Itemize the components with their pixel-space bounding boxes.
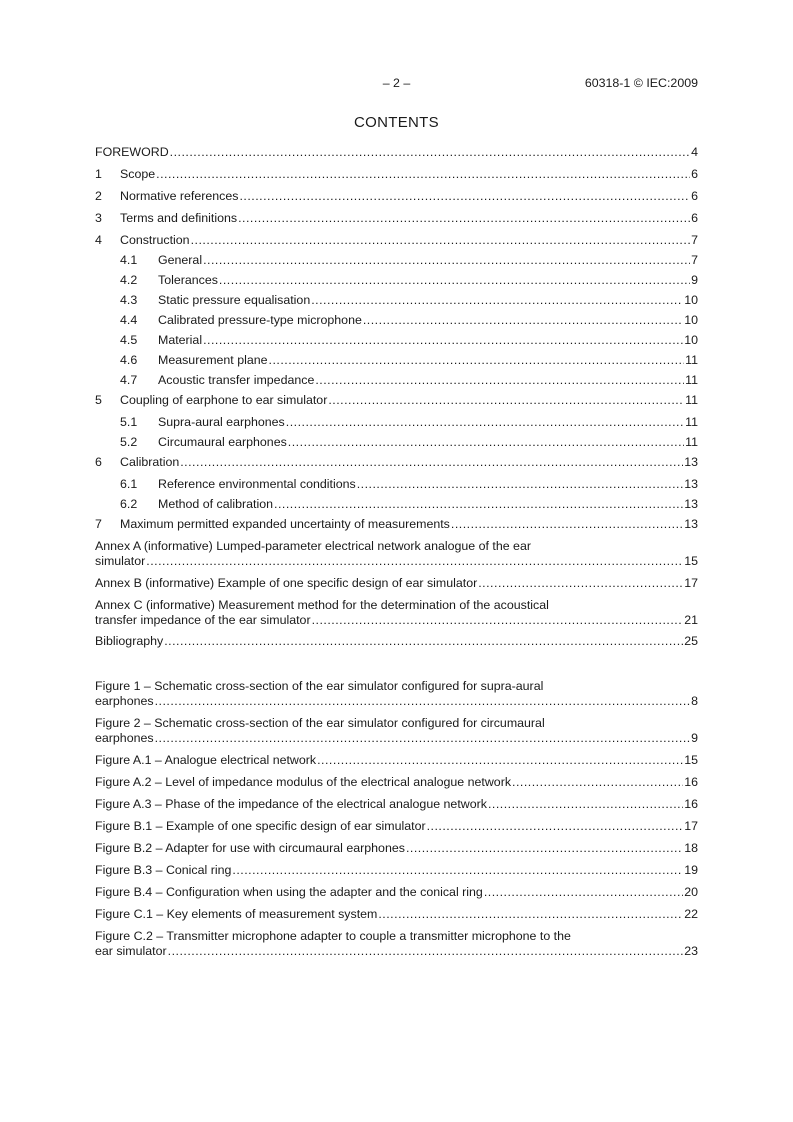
toc-entry-number: 4.4 <box>120 313 138 327</box>
toc-figure-page: 22 <box>684 907 698 921</box>
toc-entry-number: 4.5 <box>120 333 138 347</box>
dot-leader <box>328 393 684 408</box>
toc-figure-b2[interactable] <box>95 841 698 856</box>
dot-leader <box>288 435 684 450</box>
toc-figure-label-line1: Figure C.2 – Transmitter microphone adapter to couple a transmitter microphone to the <box>95 929 571 943</box>
toc-entry-page: 11 <box>685 435 698 449</box>
dot-leader <box>269 353 685 368</box>
toc-entry-label-line1: Annex C (informative) Measurement method for the determination of the acoustical <box>95 598 549 612</box>
toc-entry-annex-a[interactable] <box>95 539 698 569</box>
toc-entry-number: 4.1 <box>120 253 138 267</box>
dot-leader <box>512 775 683 790</box>
toc-figure-line2 <box>95 694 698 709</box>
toc-entry-page: 21 <box>684 613 698 627</box>
toc-entry-page: 11 <box>685 393 698 407</box>
toc-entry-label: Material <box>158 333 203 347</box>
dot-leader <box>357 477 684 492</box>
toc-entry-4-5[interactable] <box>95 333 698 348</box>
toc-entry-label: Coupling of earphone to ear simulator <box>120 393 328 407</box>
toc-figure-a3[interactable] <box>95 797 698 812</box>
toc-entry-number: 5.2 <box>120 435 138 449</box>
page-number: – 2 – <box>382 76 411 90</box>
dot-leader <box>168 944 684 959</box>
dot-leader <box>170 145 690 160</box>
dot-leader <box>315 373 684 388</box>
toc-entry-page: 13 <box>684 455 698 469</box>
dot-leader <box>311 293 683 308</box>
toc-entry-label: Annex B (informative) Example of one specific design of ear simulator <box>95 576 478 590</box>
toc-figure-page: 23 <box>684 944 698 958</box>
dot-leader <box>146 554 683 569</box>
toc-entry-page: 11 <box>685 373 698 387</box>
toc-entry-label: Measurement plane <box>158 353 268 367</box>
toc-figure-page: 16 <box>684 775 698 789</box>
toc-entry-label: Normative references <box>120 189 239 203</box>
toc-entry-label: Tolerances <box>158 273 218 287</box>
toc-figure-label: Figure B.4 – Configuration when using the adapter and the conical ring <box>95 885 483 899</box>
section-spacer <box>95 649 698 679</box>
dot-leader <box>239 189 690 204</box>
toc-figure-c1[interactable] <box>95 907 698 922</box>
dot-leader <box>317 753 683 768</box>
dot-leader <box>484 885 683 900</box>
dot-leader <box>427 819 684 834</box>
toc-figure-b4[interactable] <box>95 885 698 900</box>
toc-entry-4-1[interactable] <box>95 253 698 268</box>
toc-figure-label: Figure A.1 – Analogue electrical network <box>95 753 317 767</box>
toc-figure-page: 9 <box>691 731 698 745</box>
toc-entry-page: 11 <box>685 353 698 367</box>
toc-entry-page: 10 <box>684 293 698 307</box>
toc-entry-annex-c[interactable] <box>95 598 698 628</box>
toc-entry-number: 4.6 <box>120 353 138 367</box>
standard-reference: 60318-1 © IEC:2009 <box>584 76 698 90</box>
contents-title: CONTENTS <box>354 114 439 131</box>
dot-leader <box>378 907 683 922</box>
toc-figure-b3[interactable] <box>95 863 698 878</box>
toc-entry-6-1[interactable] <box>95 477 698 492</box>
toc-entry-page: 6 <box>691 211 698 225</box>
toc-figure-label: Figure A.2 – Level of impedance modulus of the electrical analogue network <box>95 775 512 789</box>
toc-figure-label: earphones <box>95 694 154 708</box>
dot-leader <box>180 455 683 470</box>
toc-entry-number: 6.2 <box>120 497 138 511</box>
toc-entry-page: 10 <box>684 313 698 327</box>
toc-figure-line2 <box>95 944 698 959</box>
toc-figure-page: 19 <box>684 863 698 877</box>
dot-leader <box>451 517 683 532</box>
toc-entry-number: 4.2 <box>120 273 138 287</box>
toc-figure-page: 18 <box>684 841 698 855</box>
toc-entry-label: General <box>158 253 203 267</box>
dot-leader <box>238 211 690 226</box>
toc-figure-1[interactable] <box>95 679 698 709</box>
toc-entry-number: 5.1 <box>120 415 138 429</box>
toc-figure-label: Figure B.2 – Adapter for use with circumaural earphones <box>95 841 405 855</box>
toc-entry-number: 4.7 <box>120 373 138 387</box>
toc-entry-label: Circumaural earphones <box>158 435 287 449</box>
toc-entry-5-1[interactable] <box>95 415 698 430</box>
toc-figure-a1[interactable] <box>95 753 698 768</box>
toc-entry-label: Maximum permitted expanded uncertainty of measurements <box>120 517 450 531</box>
dot-leader <box>203 333 683 348</box>
toc-entry-1[interactable] <box>95 167 698 182</box>
toc-entry-label: Bibliography <box>95 634 164 648</box>
toc-entry-page: 15 <box>684 554 698 568</box>
toc-figure-page: 15 <box>684 753 698 767</box>
dot-leader <box>406 841 683 856</box>
toc-entry-page: 17 <box>684 576 698 590</box>
toc-entry-4-6[interactable] <box>95 353 698 368</box>
toc-entry-label: Static pressure equalisation <box>158 293 311 307</box>
toc-entry-3[interactable] <box>95 211 698 226</box>
dot-leader <box>232 863 683 878</box>
toc-entry-label: transfer impedance of the ear simulator <box>95 613 311 627</box>
toc-entry-2[interactable] <box>95 189 698 204</box>
toc-entry-number: 4.3 <box>120 293 138 307</box>
toc-entry-page: 25 <box>684 634 698 648</box>
dot-leader <box>203 253 690 268</box>
toc-entry-label: Scope <box>120 167 156 181</box>
toc-entry-page: 13 <box>684 477 698 491</box>
toc-entry-label: Construction <box>120 233 190 247</box>
toc-figure-label: Figure B.1 – Example of one specific design of ear simulator <box>95 819 426 833</box>
toc-entry-page: 7 <box>691 233 698 247</box>
toc-figure-c2[interactable] <box>95 929 698 959</box>
dot-leader <box>156 167 690 182</box>
toc-entry-label: FOREWORD <box>95 145 169 159</box>
toc-entry-label: Supra-aural earphones <box>158 415 285 429</box>
toc-entry-label: Calibrated pressure-type microphone <box>158 313 362 327</box>
toc-entry-7[interactable] <box>95 517 698 532</box>
dot-leader <box>488 797 683 812</box>
toc-entry-6[interactable] <box>95 455 698 470</box>
toc-figure-line2 <box>95 731 698 746</box>
toc-entry-label: Method of calibration <box>158 497 274 511</box>
toc-entry-4-7[interactable] <box>95 373 698 388</box>
toc-figure-page: 8 <box>691 694 698 708</box>
toc-figure-label: Figure B.3 – Conical ring <box>95 863 232 877</box>
toc-entry-label: Reference environmental conditions <box>158 477 356 491</box>
dot-leader <box>363 313 683 328</box>
dot-leader <box>191 233 691 248</box>
toc-entry-label: Terms and definitions <box>120 211 238 225</box>
toc-figure-2[interactable] <box>95 716 698 746</box>
toc-entry-number: 7 <box>95 517 102 531</box>
toc-entry-line2 <box>95 613 698 628</box>
toc-figure-label: Figure A.3 – Phase of the impedance of the electrical analogue network <box>95 797 487 811</box>
toc-entry-number: 4 <box>95 233 102 247</box>
dot-leader <box>286 415 684 430</box>
toc-figure-label: earphones <box>95 731 154 745</box>
toc-entry-number: 2 <box>95 189 102 203</box>
toc-entry-page: 4 <box>691 145 698 159</box>
toc-entry-number: 3 <box>95 211 102 225</box>
toc-entry-5-2[interactable] <box>95 435 698 450</box>
dot-leader <box>312 613 684 628</box>
toc-entry-4-4[interactable] <box>95 313 698 328</box>
toc-entry-bibliography[interactable] <box>95 634 698 649</box>
toc-entry-page: 7 <box>691 253 698 267</box>
toc-entry-number: 6.1 <box>120 477 138 491</box>
dot-leader <box>219 273 690 288</box>
table-of-contents <box>95 145 698 959</box>
toc-entry-page: 9 <box>691 273 698 287</box>
toc-entry-4[interactable] <box>95 233 698 248</box>
toc-entry-foreword[interactable] <box>95 145 698 160</box>
page-header <box>95 76 698 94</box>
toc-entry-line2 <box>95 554 698 569</box>
toc-entry-page: 13 <box>684 517 698 531</box>
toc-entry-label: simulator <box>95 554 146 568</box>
toc-entry-page: 11 <box>685 415 698 429</box>
toc-entry-page: 13 <box>684 497 698 511</box>
toc-figure-a2[interactable] <box>95 775 698 790</box>
toc-entry-page: 6 <box>691 189 698 203</box>
toc-entry-number: 5 <box>95 393 102 407</box>
toc-entry-6-2[interactable] <box>95 497 698 512</box>
toc-entry-label: Acoustic transfer impedance <box>158 373 315 387</box>
toc-entry-page: 6 <box>691 167 698 181</box>
dot-leader <box>164 634 683 649</box>
toc-figure-label: ear simulator <box>95 944 167 958</box>
toc-figure-label: Figure C.1 – Key elements of measurement system <box>95 907 378 921</box>
toc-entry-number: 1 <box>95 167 102 181</box>
toc-figure-page: 16 <box>684 797 698 811</box>
dot-leader <box>155 694 691 709</box>
toc-entry-5[interactable] <box>95 393 698 408</box>
toc-figure-label-line1: Figure 1 – Schematic cross-section of the ear simulator configured for supra-aural <box>95 679 544 693</box>
toc-figure-label-line1: Figure 2 – Schematic cross-section of the ear simulator configured for circumaural <box>95 716 545 730</box>
toc-figure-page: 20 <box>684 885 698 899</box>
dot-leader <box>155 731 691 746</box>
toc-figure-b1[interactable] <box>95 819 698 834</box>
dot-leader <box>478 576 683 591</box>
toc-entry-4-2[interactable] <box>95 273 698 288</box>
toc-entry-label: Calibration <box>120 455 180 469</box>
toc-entry-label-line1: Annex A (informative) Lumped-parameter electrical network analogue of the ear <box>95 539 531 553</box>
toc-entry-4-3[interactable] <box>95 293 698 308</box>
toc-entry-page: 10 <box>684 333 698 347</box>
toc-entry-annex-b[interactable] <box>95 576 698 591</box>
toc-figure-page: 17 <box>684 819 698 833</box>
dot-leader <box>274 497 683 512</box>
toc-entry-number: 6 <box>95 455 102 469</box>
